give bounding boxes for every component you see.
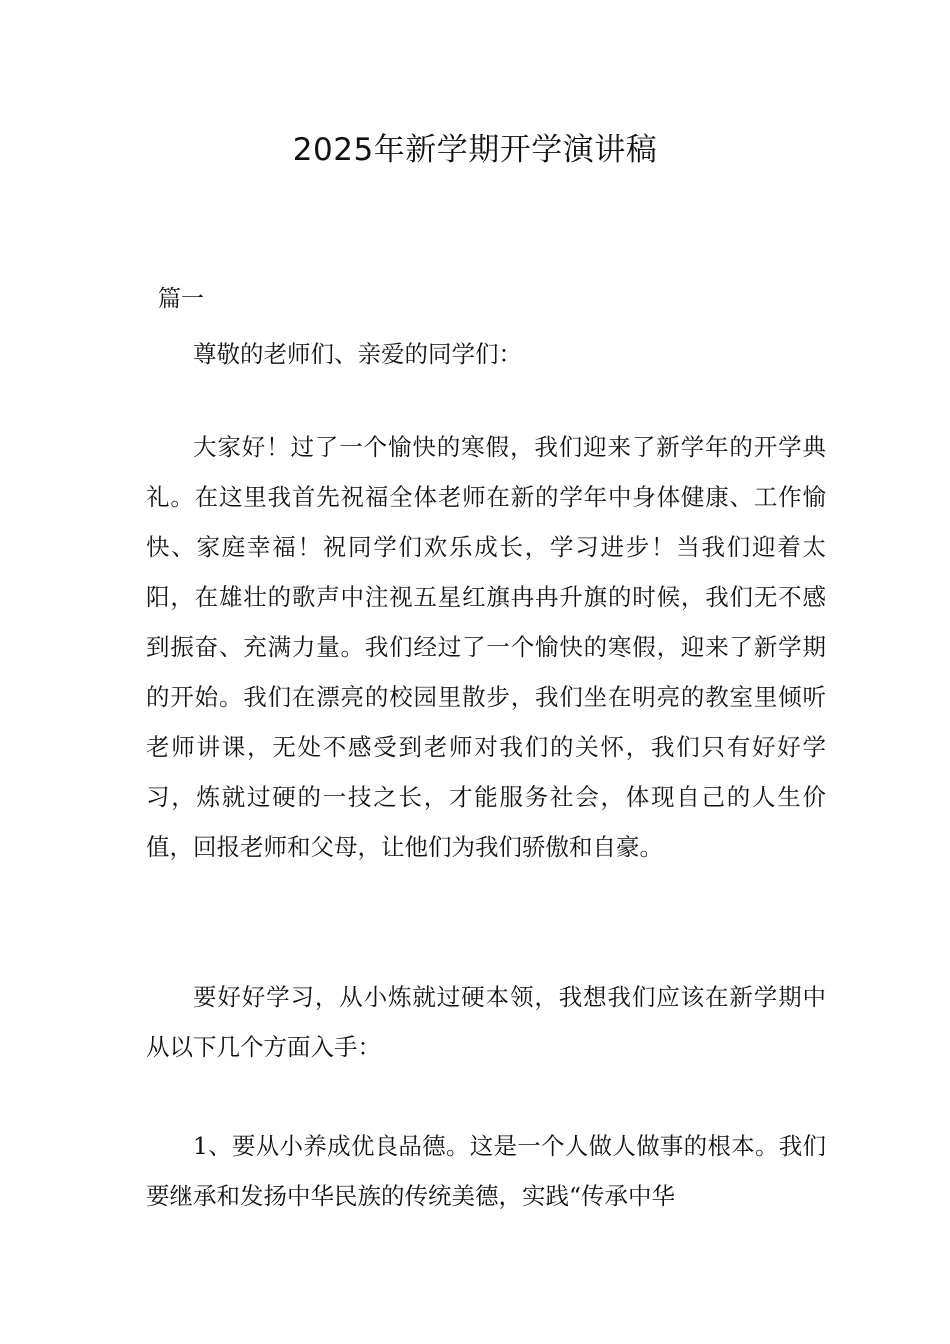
- paragraph-2: 要好好学习，从小炼就过硬本领，我想我们应该在新学期中从以下几个方面入手：: [146, 983, 826, 1061]
- paragraph-3: 1、要从小养成优良品德。这是一个人做人做事的根本。我们要继承和发扬中华民族的传统美德，实践“传承中华: [146, 1132, 826, 1210]
- section-label: 篇一: [158, 286, 204, 312]
- salutation: 尊敬的老师们、亲爱的同学们：: [193, 340, 522, 368]
- document-title: 2025年新学期开学演讲稿: [292, 132, 658, 168]
- paragraph-1: 大家好！过了一个愉快的寒假，我们迎来了新学年的开学典礼。在这里我首先祝福全体老师在新的学年中身体健康、工作愉快、家庭幸福！祝同学们欢乐成长，学习进步！当我们迎着太阳，在雄壮的歌声中注视五星红旗冉冉升旗的时候，我们无不感到振奋、充满力量。我们经过了一个愉快的寒假，迎来了新学期的开始。我们在漂亮的校园里散步，我们坐在明亮的教室里倾听老师讲课，无处不感受到老师对我们的关怀，我们只有好好学习，炼就过硬的一技之长，才能服务社会，体现自己的人生价值，回报老师和父母，让他们为我们骄傲和自豪。: [146, 433, 826, 861]
